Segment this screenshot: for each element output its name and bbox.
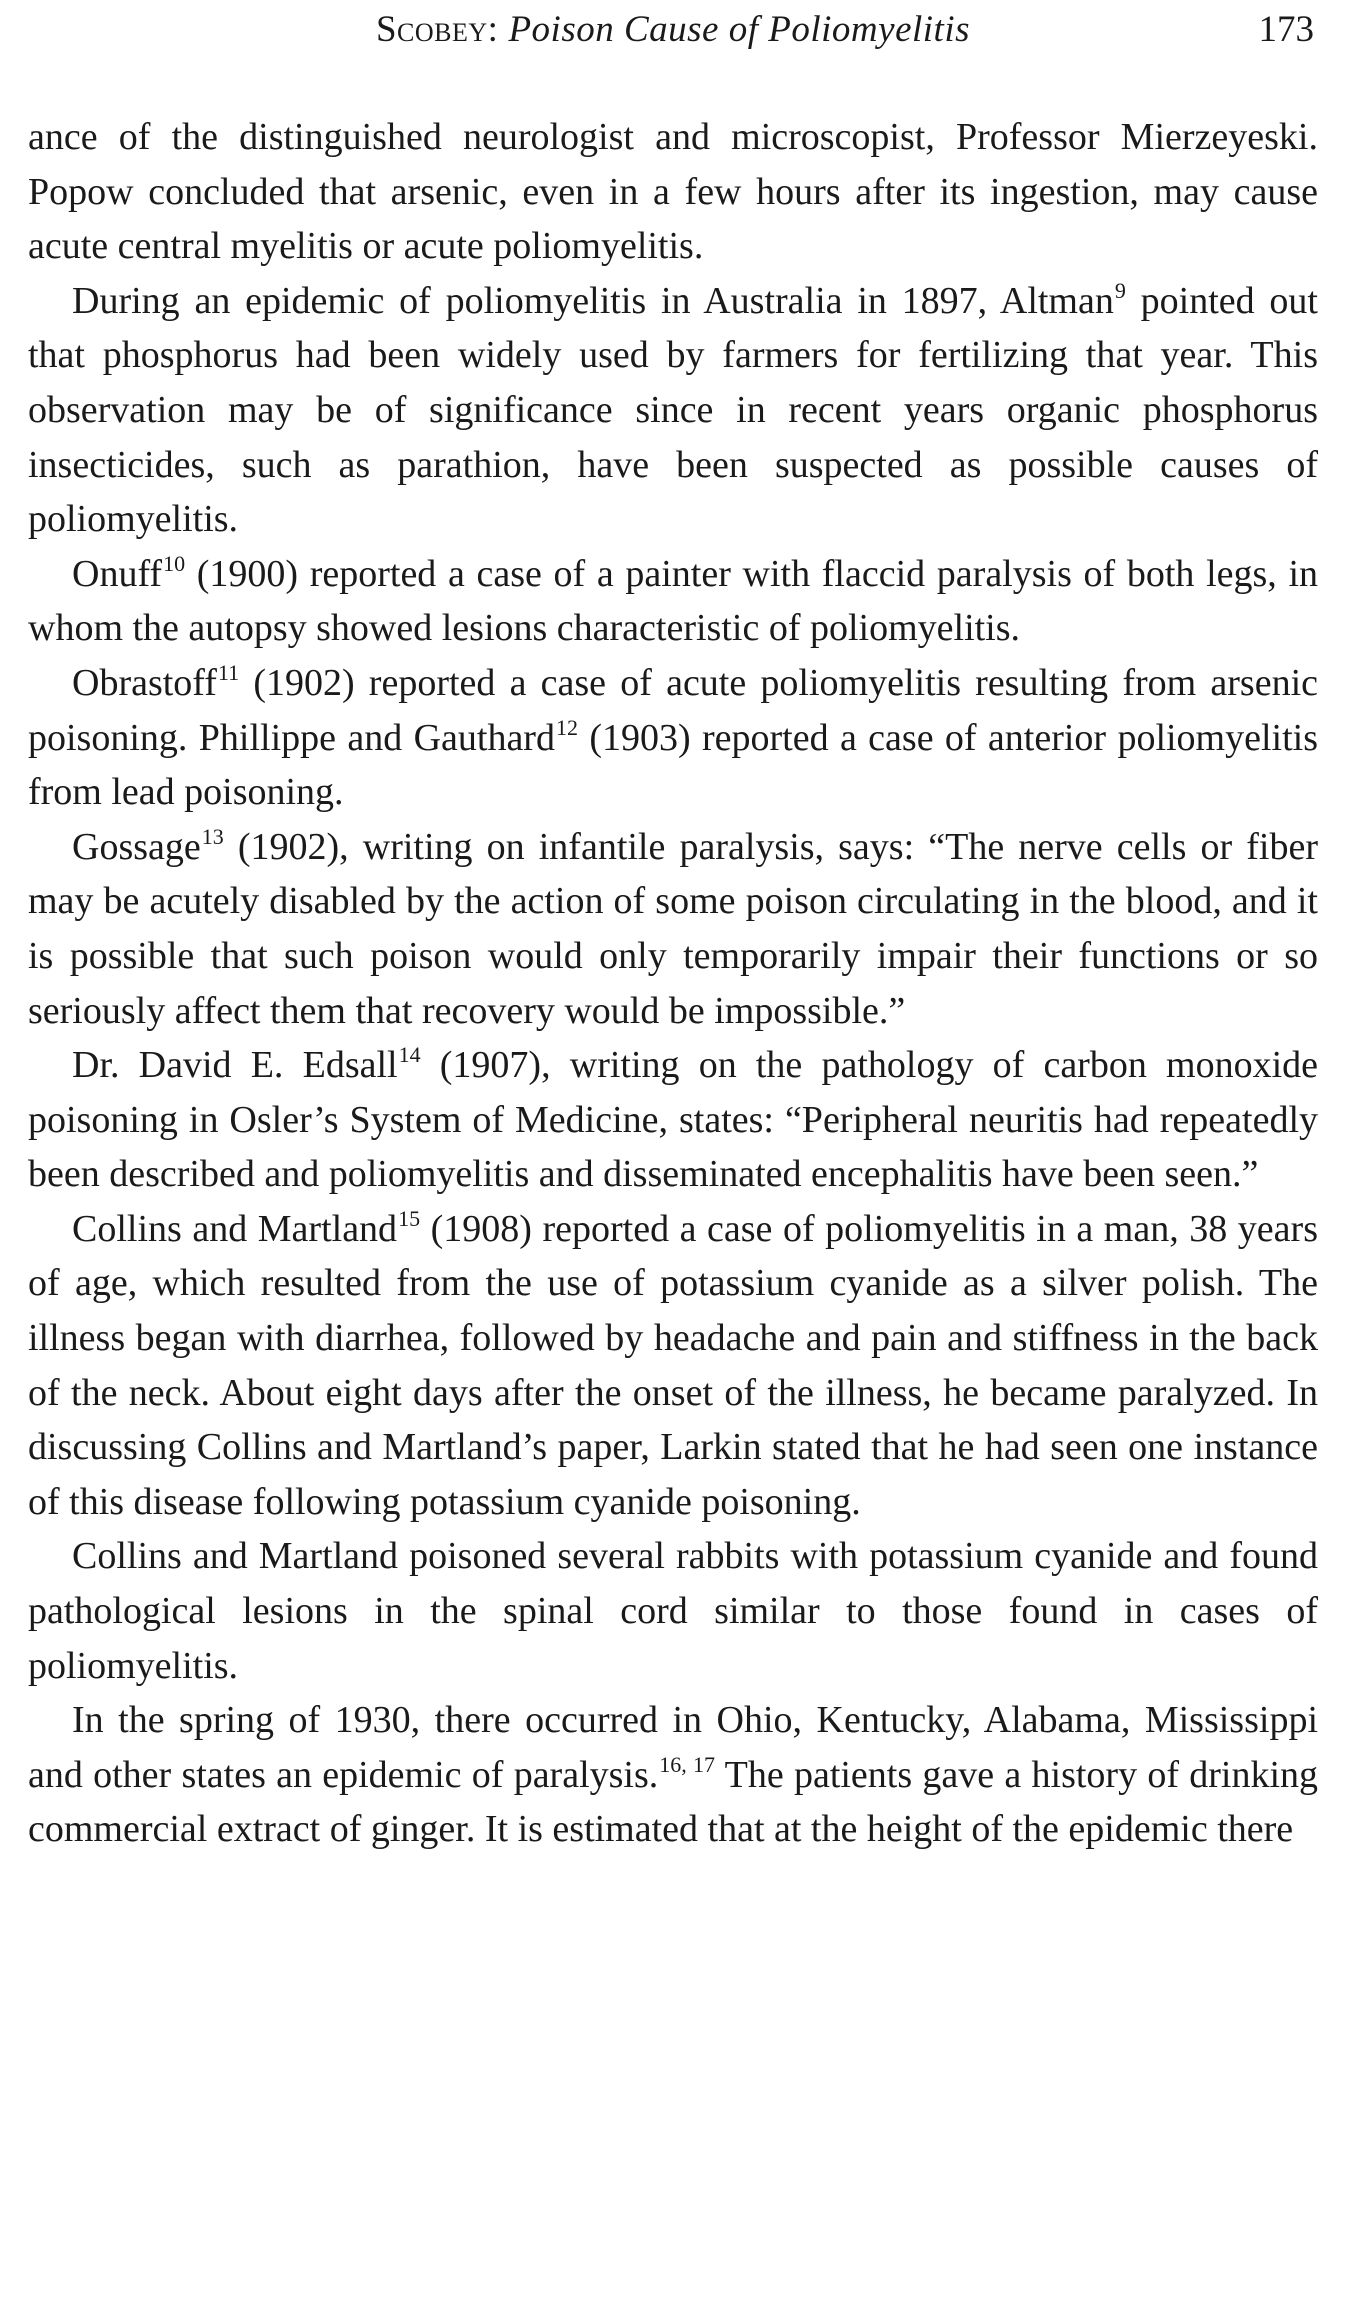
footnote-ref: 12 [555, 714, 578, 740]
paragraph-text: Dr. David E. Edsall [72, 1044, 398, 1087]
running-head [28, 0, 1318, 100]
footnote-ref: 13 [201, 823, 224, 849]
running-head-separator: : [487, 9, 499, 50]
paragraph-onuff [28, 547, 1318, 656]
paragraph-edsall [28, 1038, 1318, 1202]
paragraph-collins-martland [28, 1202, 1318, 1530]
paragraph-text: During an epidemic of poliomyelitis in Australia in 1897, Altman [72, 279, 1114, 322]
paragraph-text: In the spring of 1930, there occurred in Ohio, Kentucky, Alabama, Mississippi and other states an epidemic of paralysis. [28, 1699, 1318, 1796]
paragraph-text: Collins and Martland [72, 1207, 398, 1250]
running-head-title [28, 8, 1318, 51]
running-head-author: Scobey [375, 9, 488, 50]
page-number: 173 [1258, 9, 1314, 50]
paragraph-text: (1908) reported a case of poliomyelitis in a man, 38 years of age, which resulted from the use of potassium cyanide as a silver polish. The illness began with diarrhea, followed by headache and pain and stiffness in the back of the neck. About eight days after the onset of the illness, he became paralyzed. In discussing Collins and Martland’s paper, Larkin stated that he had seen one instance of this disease following potassium cyanide poisoning. [28, 1207, 1318, 1523]
paragraph-text: ance of the distinguished neurologist and microscopist, Professor Mierzeyeski. Popow concluded that arsenic, even in a few hours after its ingestion, may cause acute central myelitis or acute poliomyelitis. [28, 116, 1318, 268]
book-page [28, 0, 1318, 2300]
paragraph-text: Onuff [72, 552, 163, 595]
footnote-ref: 11 [217, 659, 240, 685]
paragraph-text: (1900) reported a case of a painter with flaccid paralysis of both legs, in whom the autopsy showed lesions characteristic of poliomyelitis. [28, 552, 1318, 650]
running-head-subject: Poison Cause of Poliomyelitis [508, 9, 971, 50]
footnote-ref: 16, 17 [659, 1751, 716, 1777]
paragraph-text: Collins and Martland poisoned several rabbits with potassium cyanide and found pathological lesions in the spinal cord similar to those found in cases of poliomyelitis. [28, 1535, 1318, 1687]
footnote-ref: 10 [163, 550, 186, 576]
paragraph-text: The patients gave a history of drinking commercial extract of ginger. It is estimated that at the height of the epidemic there [28, 1753, 1319, 1851]
body-text [28, 110, 1318, 1857]
paragraph-text: pointed out that phosphorus had been widely used by farmers for fertilizing that year. This observation may be of significance since in recent years organic phosphorus insecticides, such as parathion, have been suspected as possible causes of poliomyelitis. [28, 279, 1318, 541]
footnote-ref: 15 [398, 1205, 421, 1231]
footnote-ref: 14 [398, 1042, 421, 1068]
paragraph-altman [28, 274, 1318, 547]
paragraph-ginger-epidemic [28, 1693, 1318, 1857]
paragraph-text: (1903) reported a case of anterior poliomyelitis from lead poisoning. [28, 716, 1319, 814]
paragraph-text: (1902) reported a case of acute poliomyelitis resulting from arsenic poisoning. Phillippe and Gauthard [28, 661, 1318, 759]
paragraph-continued [28, 110, 1318, 274]
paragraph-gossage [28, 820, 1318, 1038]
paragraph-text: (1907), writing on the pathology of carbon monoxide poisoning in Osler’s System of Medicine, states: “Peripheral neuritis had repeatedly been described and poliomyelitis and disseminated encephalitis have been seen.” [28, 1044, 1318, 1196]
paragraph-text: (1902), writing on infantile paralysis, says: “The nerve cells or fiber may be acutely disabled by the action of some poison circulating in the blood, and it is possible that such poison would only temporarily impair their functions or so seriously affect them that recovery would be impossible.” [28, 825, 1318, 1032]
paragraph-rabbits [28, 1529, 1318, 1693]
footnote-ref: 9 [1114, 277, 1126, 303]
paragraph-text: Obrastoff [72, 661, 217, 704]
paragraph-obrastoff [28, 656, 1318, 820]
paragraph-text: Gossage [72, 825, 201, 868]
